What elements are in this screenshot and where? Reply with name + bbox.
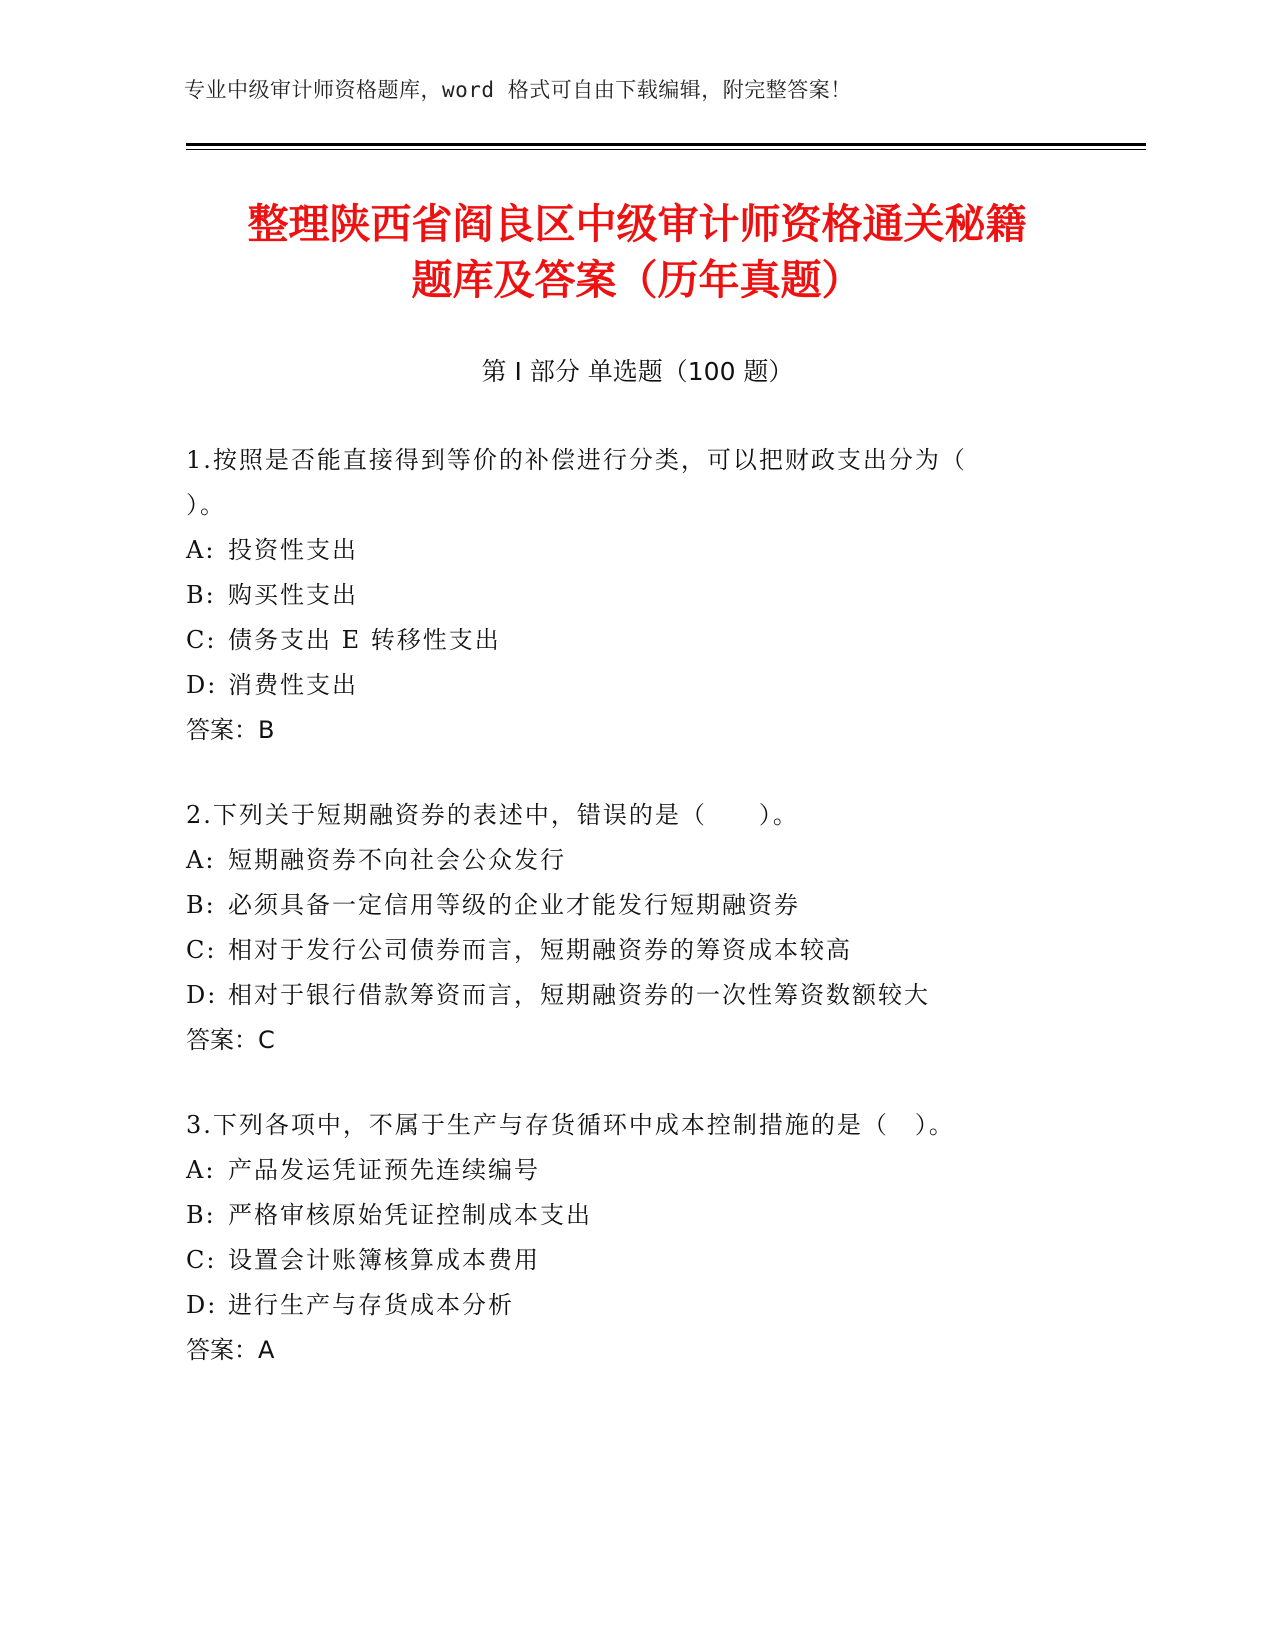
question-stem: 2.下列关于短期融资券的表述中，错误的是（ ）。: [186, 801, 799, 829]
option-c: [186, 618, 1086, 663]
question-2: [186, 793, 1086, 1063]
question-1: [186, 438, 1086, 753]
answer-line: 答案：A: [186, 1336, 275, 1364]
option-c: [186, 928, 1086, 973]
option-text: 产品发运凭证预先连续编号: [228, 1156, 540, 1184]
question-3: [186, 1103, 1086, 1373]
option-text: 短期融资券不向社会公众发行: [228, 846, 566, 874]
header-divider-thin: [186, 149, 1146, 150]
option-key: B:: [186, 581, 216, 609]
answer-line: 答案：B: [186, 716, 275, 744]
document-title: [140, 196, 1134, 308]
option-d: [186, 1283, 1086, 1328]
option-text: 投资性支出: [228, 536, 358, 564]
option-a: [186, 528, 1086, 573]
question-stem: 3.下列各项中，不属于生产与存货循环中成本控制措施的是（ ）。: [186, 1111, 955, 1139]
option-b: [186, 883, 1086, 928]
option-d: [186, 663, 1086, 708]
option-b: [186, 573, 1086, 618]
option-key: A:: [186, 846, 216, 874]
option-key: C:: [186, 1246, 217, 1274]
option-key: A:: [186, 1156, 216, 1184]
option-key: A:: [186, 536, 216, 564]
option-text: 购买性支出: [228, 581, 358, 609]
option-text: 相对于银行借款筹资而言，短期融资券的一次性筹资数额较大: [228, 981, 930, 1009]
option-key: B:: [186, 1201, 216, 1229]
question-stem-continued: ）。: [186, 491, 226, 519]
title-line-1: 整理陕西省阎良区中级审计师资格通关秘籍: [247, 200, 1027, 248]
answer-line: 答案：C: [186, 1026, 275, 1054]
section-title: 第 I 部分 单选题（100 题）: [481, 357, 794, 386]
title-line-2: 题库及答案（历年真题）: [411, 256, 863, 304]
option-key: D:: [186, 671, 218, 699]
option-a: [186, 1148, 1086, 1193]
option-text: 消费性支出: [228, 671, 358, 699]
option-text: 必须具备一定信用等级的企业才能发行短期融资券: [228, 891, 800, 919]
option-d: [186, 973, 1086, 1018]
option-text: 进行生产与存货成本分析: [228, 1291, 514, 1319]
option-b: [186, 1193, 1086, 1238]
option-text: 严格审核原始凭证控制成本支出: [228, 1201, 592, 1229]
option-a: [186, 838, 1086, 883]
option-text: 相对于发行公司债券而言，短期融资券的筹资成本较高: [228, 936, 852, 964]
option-key: C:: [186, 626, 217, 654]
question-stem: 1.按照是否能直接得到等价的补偿进行分类，可以把财政支出分为（: [186, 446, 967, 474]
question-list: [186, 438, 1086, 1413]
option-key: B:: [186, 891, 216, 919]
option-c: [186, 1238, 1086, 1283]
option-text: 债务支出 E 转移性支出: [228, 626, 501, 654]
option-key: C:: [186, 936, 217, 964]
option-key: D:: [186, 981, 218, 1009]
option-text: 设置会计账簿核算成本费用: [228, 1246, 540, 1274]
header-note: 专业中级审计师资格题库，word 格式可自由下载编辑，附完整答案！: [184, 78, 852, 102]
header-divider-thick: [186, 143, 1146, 146]
option-key: D:: [186, 1291, 218, 1319]
